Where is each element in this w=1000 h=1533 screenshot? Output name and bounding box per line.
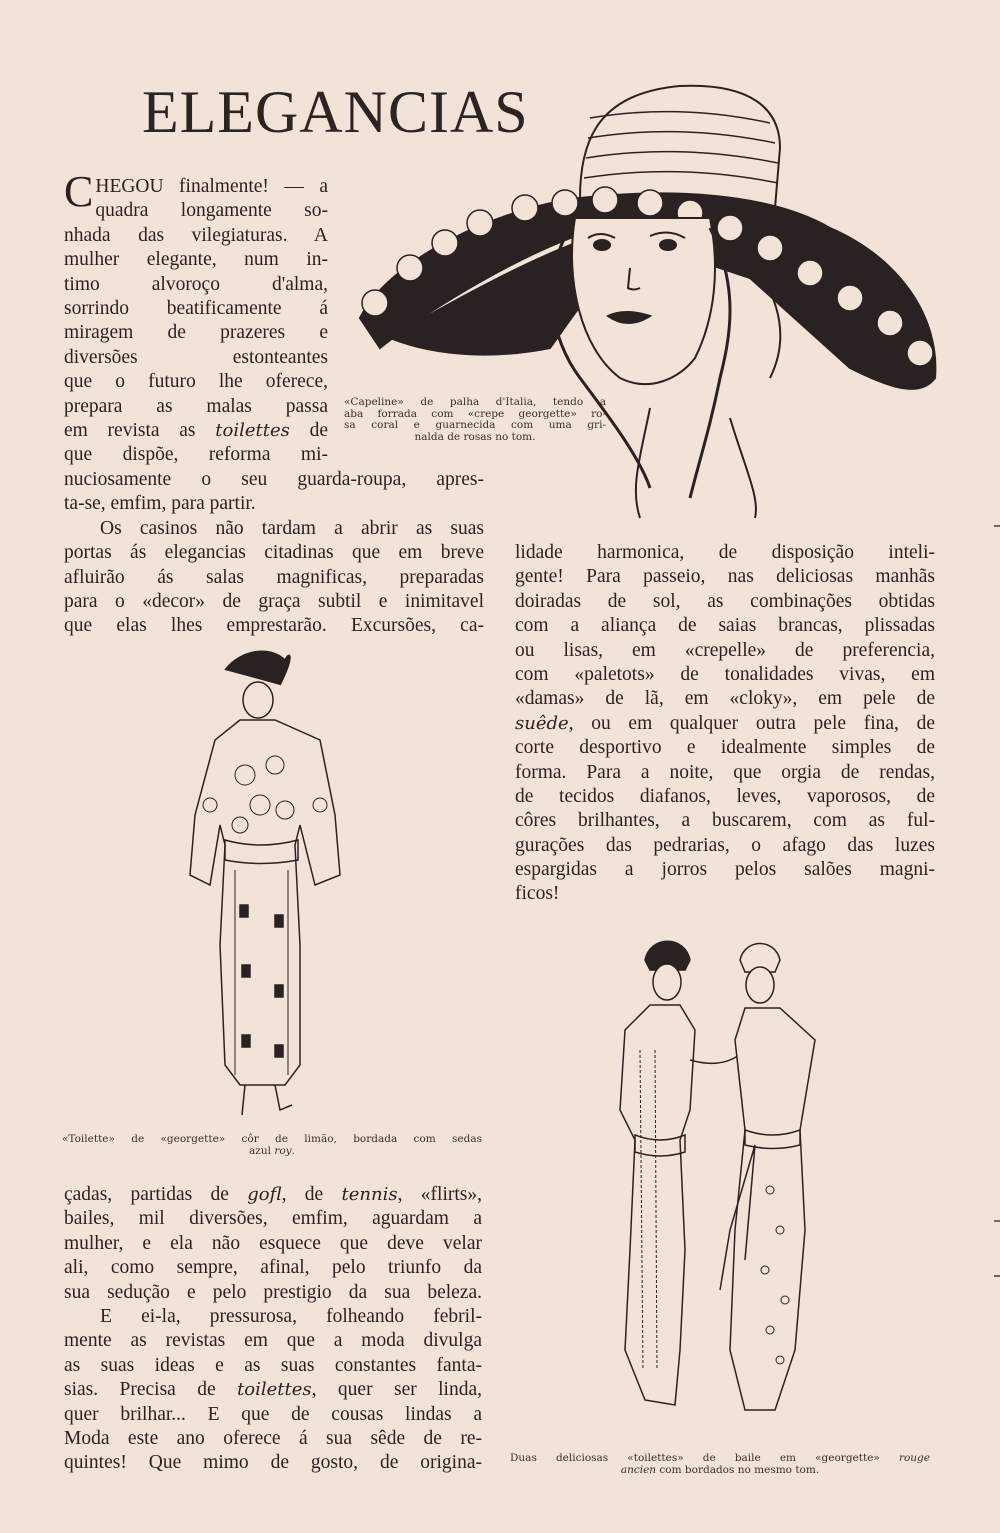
italic-text: rouge	[898, 1452, 930, 1464]
text-line	[64, 297, 328, 321]
text-segment: prepara as malas passa	[64, 395, 328, 417]
text-segment: ou lisas, em «crepelle» de preferencia,	[515, 639, 935, 661]
text-line	[64, 1183, 482, 1207]
text-segment: que dispõe, reforma mi-	[64, 444, 328, 466]
text-line	[515, 809, 935, 833]
text-line	[64, 199, 328, 223]
text-segment: ali, como sempre, afinal, pelo triunfo da	[64, 1257, 482, 1279]
text-segment: bailes, mil diversões, emfim, aguardam a	[64, 1208, 482, 1230]
text-segment: HEGOU finalmente! — a	[95, 176, 328, 197]
text-segment: afluirão ás salas magnificas, preparadas	[64, 566, 484, 588]
page-edge-mark	[994, 1220, 1000, 1222]
text-segment: «damas» de lã, em «cloky», em pele de	[515, 688, 935, 710]
page-edge-mark	[994, 525, 1000, 527]
text-segment: «Toilette» de «georgette» côr de limão, bordada com sedas	[62, 1133, 482, 1145]
text-segment: sa coral e guarnecida com uma gri-	[344, 419, 606, 431]
text-segment: ta-se, emfim, para partir.	[64, 493, 256, 515]
text-segment: E ei-la, pressurosa, folheando febril-	[100, 1305, 482, 1327]
text-line	[64, 1378, 482, 1402]
text-segment: timo alvoroço d'alma,	[64, 273, 328, 295]
text-line	[64, 346, 328, 370]
text-segment: que elas lhes emprestarão. Excursões, ca-	[64, 615, 484, 637]
text-segment: portas ás elegancias citadinas que em breve	[64, 542, 484, 564]
italic-text: ancien	[620, 1463, 657, 1476]
text-segment: com a aliança de saias brancas, plissadas	[515, 615, 935, 637]
text-line	[64, 1281, 482, 1305]
text-line	[515, 663, 935, 687]
text-line	[64, 1354, 482, 1378]
text-segment: çadas, partidas de	[64, 1184, 248, 1205]
text-segment: miragem de prazeres e	[64, 322, 328, 344]
page-title: ELEGANCIAS	[142, 79, 529, 145]
text-segment: Moda este ano oferece á sua sêde de re-	[64, 1427, 482, 1449]
text-segment: quadra longamente so-	[95, 200, 328, 222]
text-line	[64, 248, 328, 272]
italic-text: gofl	[247, 1184, 282, 1205]
article-column-1-top	[64, 167, 329, 468]
drop-cap: C	[64, 167, 94, 216]
text-line	[64, 443, 328, 467]
text-segment: ficos!	[515, 883, 560, 905]
georgette-dress-illustration	[180, 645, 355, 1120]
text-segment: , «flirts»,	[397, 1184, 482, 1205]
text-line	[515, 882, 935, 906]
text-segment: aba forrada com «crepe georgette» ro-	[344, 407, 606, 420]
text-line	[515, 712, 935, 736]
text-line	[64, 370, 328, 394]
text-line	[64, 566, 484, 590]
text-line	[515, 565, 935, 589]
text-segment: corte desportivo e idealmente simples de	[515, 737, 935, 759]
text-line	[515, 834, 935, 858]
text-segment: .	[291, 1144, 295, 1157]
text-segment: mulher elegante, num in-	[64, 249, 328, 271]
text-segment: as suas ideas e as suas constantes fanta-	[64, 1354, 482, 1376]
text-segment: forma. Para a noite, que orgia de rendas,	[515, 761, 935, 783]
text-segment: doiradas de sol, as combinações obtidas	[515, 590, 935, 612]
text-line	[515, 590, 935, 614]
italic-text: toilettes	[215, 419, 290, 441]
text-line	[64, 1256, 482, 1280]
text-line	[64, 1305, 482, 1329]
text-segment: quer brilhar... E que de cousas lindas a	[64, 1403, 482, 1425]
article-column-2	[515, 541, 935, 907]
text-line	[64, 419, 328, 443]
text-line	[64, 395, 328, 419]
text-segment: com «paletots» de tonalidades vivas, em	[515, 663, 935, 685]
ball-gowns-illustration	[605, 930, 850, 1430]
text-segment: nhada das vilegiaturas. A	[64, 224, 328, 246]
dress-illustration-caption	[62, 1134, 482, 1157]
italic-text: toilettes	[237, 1379, 312, 1401]
text-segment: «Capeline» de palha d'Italia, tendo a	[344, 396, 606, 408]
text-line	[64, 1232, 482, 1256]
text-line	[515, 687, 935, 711]
text-segment: mulher, e ela não esquece que deve velar	[64, 1232, 482, 1254]
text-segment: em revista as	[64, 419, 216, 441]
text-segment: gurações das pedrarias, o afago das luzes	[515, 834, 935, 856]
text-line	[515, 736, 935, 760]
ball-gowns-illustration-caption	[510, 1453, 930, 1476]
italic-text: roy	[274, 1144, 292, 1157]
capeline-hat-illustration	[350, 78, 950, 523]
text-line	[515, 541, 935, 565]
text-line	[64, 1207, 482, 1231]
text-segment: com bordados no mesmo tom.	[656, 1463, 820, 1476]
text-segment: de	[289, 419, 329, 441]
text-segment: , de	[281, 1184, 342, 1205]
text-line	[64, 321, 328, 345]
text-line	[64, 273, 328, 297]
text-line	[62, 1146, 482, 1158]
text-line	[64, 1451, 482, 1475]
text-segment: para o «decor» de graça subtil e inimitavel	[64, 590, 484, 612]
text-segment: sorrindo beatificamente á	[64, 297, 328, 319]
text-line	[515, 614, 935, 638]
text-segment: mente as revistas em que a moda divulga	[64, 1330, 482, 1352]
text-segment: sias. Precisa de	[64, 1379, 238, 1401]
text-segment: diversões estonteantes	[64, 346, 328, 368]
text-segment: de tecidos diafanos, leves, vaporosos, de	[515, 785, 935, 807]
text-line	[64, 590, 484, 614]
text-line	[64, 224, 328, 248]
text-line	[515, 858, 935, 882]
text-segment: , quer ser linda,	[311, 1379, 482, 1401]
text-line	[64, 1427, 482, 1451]
page-edge-mark	[994, 1275, 1000, 1277]
text-line	[64, 1329, 482, 1353]
text-line	[64, 175, 328, 199]
text-line	[64, 541, 484, 565]
text-line	[64, 1403, 482, 1427]
text-line	[515, 785, 935, 809]
text-segment: nuciosamente o seu guarda-roupa, apres-	[64, 469, 484, 490]
text-segment: sua sedução e pelo prestigio da sua beleza.	[64, 1281, 482, 1303]
text-segment: , ou em qualquer outra pele fina, de	[568, 712, 935, 734]
text-segment: lidade harmonica, de disposição inteli-	[515, 542, 935, 563]
italic-text: suêde	[515, 712, 569, 734]
text-segment: gente! Para passeio, nas deliciosas manhãs	[515, 566, 935, 588]
text-segment: espargidas a jorros pelos salões magni-	[515, 859, 935, 881]
text-segment: côres brilhantes, a buscarem, com as ful-	[515, 810, 935, 832]
text-line	[510, 1465, 930, 1477]
text-segment: azul	[249, 1144, 275, 1157]
text-segment: quintes! Que mimo de gosto, de origina-	[64, 1452, 482, 1474]
text-segment: Os casinos não tardam a abrir as suas	[100, 517, 484, 539]
article-column-1-bottom	[64, 1183, 482, 1476]
italic-text: tennis	[341, 1184, 398, 1205]
text-segment: que o futuro lhe oferece,	[64, 371, 328, 393]
text-line	[515, 639, 935, 663]
text-line	[64, 614, 484, 638]
text-segment: Duas deliciosas «toilettes» de baile em «georgette»	[510, 1452, 899, 1464]
text-line	[515, 761, 935, 785]
text-segment: nalda de rosas no tom.	[414, 430, 536, 443]
